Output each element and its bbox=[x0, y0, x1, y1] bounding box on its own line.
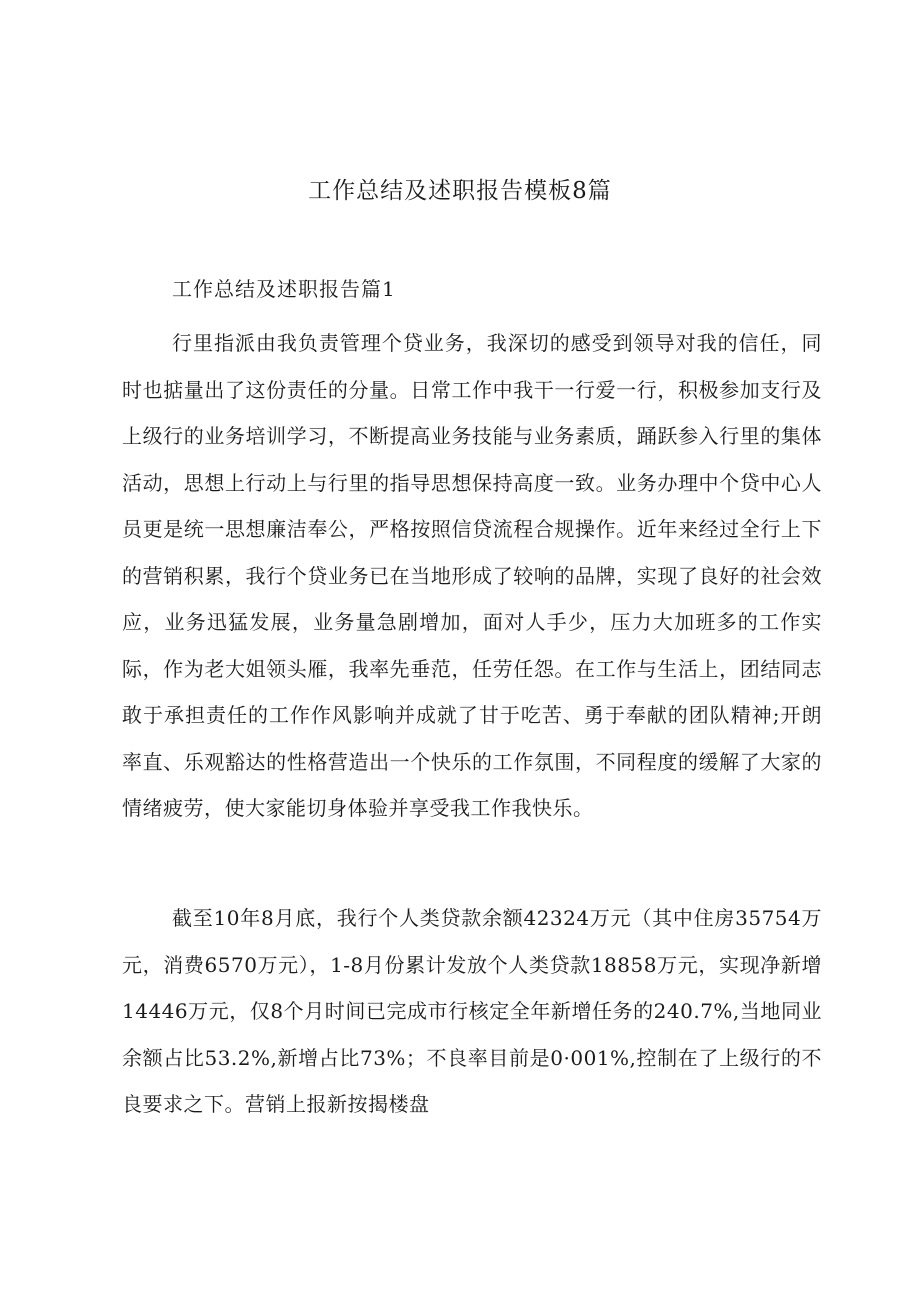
document-title: 工作总结及述职报告模板8篇 bbox=[308, 178, 612, 204]
body-paragraph: 截至10年8月底，我行个人类贷款余额42324万元（其中住房35754万元，消费6570万元），1-8月份累计发放个人类贷款18858万元，实现净新增14446万元，仅8个月时间已完成市行核定全年新增任务的240.7%,当地同业余额占比53.2%,新增占比73%；不良率目前是0·001%,控制在了上级行的不良要求之下。营销上报新按揭楼盘 bbox=[122, 906, 822, 1116]
body-paragraph: 行里指派由我负责管理个贷业务，我深切的感受到领导对我的信任，同时也掂量出了这份责任的分量。日常工作中我干一行爱一行，积极参加支行及上级行的业务培训学习，不断提高业务技能与业务素质，踊跃参入行里的集体活动，思想上行动上与行里的指导思想保持高度一致。业务办理中个贷中心人员更是统一思想廉洁奉公，严格按照信贷流程合规操作。近年来经过全行上下的营销积累，我行个贷业务已在当地形成了较响的品牌，实现了良好的社会效应，业务迅猛发展，业务量急剧增加，面对人手少，压力大加班多的工作实际，作为老大姐领头雁，我率先垂范，任劳任怨。在工作与生活上，团结同志敢于承担责任的工作作风影响并成就了甘于吃苦、勇于奉献的团队精神;开朗率直、乐观豁达的性格营造出一个快乐的工作氛围，不同程度的缓解了大家的情绪疲劳，使大家能切身体验并享受我工作我快乐。 bbox=[122, 331, 822, 820]
section-heading: 工作总结及述职报告篇1 bbox=[172, 277, 396, 301]
